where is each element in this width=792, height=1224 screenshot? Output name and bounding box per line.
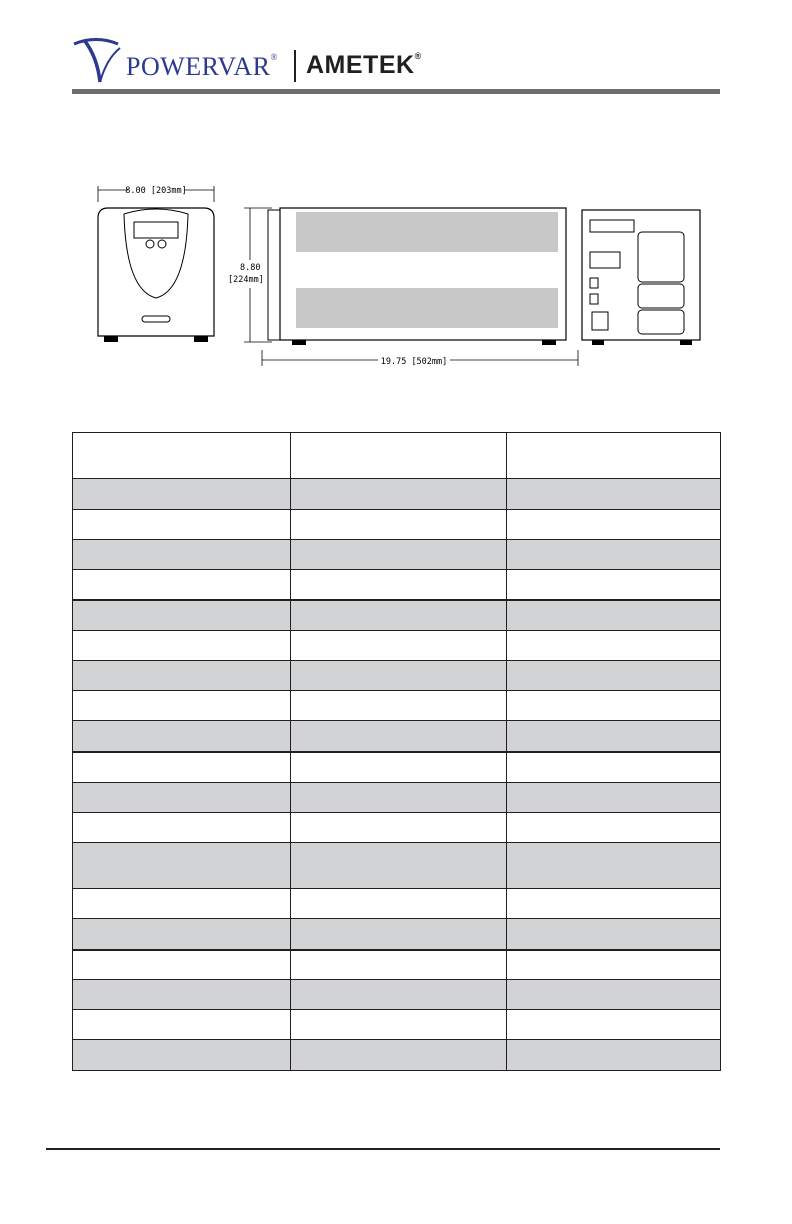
table-cell: [291, 570, 507, 600]
height-label-line2: [224mm]: [228, 275, 264, 285]
table-cell: [507, 540, 721, 570]
table-row: [73, 479, 721, 510]
table-cell: [291, 980, 507, 1010]
table-row: [73, 813, 721, 843]
table-cell: [291, 783, 507, 813]
table-cell: [507, 479, 721, 510]
table-cell: [73, 631, 291, 661]
table-cell: [73, 691, 291, 721]
side-view-drawing: [262, 208, 578, 367]
table-cell: [291, 479, 507, 510]
table-cell: [507, 600, 721, 631]
table-cell: [73, 889, 291, 919]
table-cell: [291, 691, 507, 721]
table-cell: [507, 631, 721, 661]
table-row: [73, 1010, 721, 1040]
table-cell: [507, 1010, 721, 1040]
table-cell: [291, 510, 507, 540]
table-cell: [507, 691, 721, 721]
rear-view-drawing: [582, 210, 700, 345]
table-row: [73, 889, 721, 919]
table-cell: [507, 813, 721, 843]
table-cell: [73, 980, 291, 1010]
table-cell: [291, 661, 507, 691]
table-cell: [507, 721, 721, 752]
table-cell: [73, 950, 291, 980]
table-cell: [507, 570, 721, 600]
table-cell: [507, 661, 721, 691]
table-cell: [73, 1010, 291, 1040]
table-cell: [507, 919, 721, 950]
table-row: [73, 540, 721, 570]
brand-powervar-text: POWERVAR®: [126, 52, 278, 81]
table-row: [73, 752, 721, 783]
table-cell: [291, 919, 507, 950]
height-label-line1: 8.80: [240, 263, 261, 273]
brand-ametek-text: AMETEK®: [306, 51, 422, 79]
table-cell: [507, 980, 721, 1010]
table-row: [73, 661, 721, 691]
table-cell: [73, 540, 291, 570]
table-cell: [291, 889, 507, 919]
table-cell: [291, 721, 507, 752]
table-row: [73, 600, 721, 631]
table-row: [73, 919, 721, 950]
table-cell: [507, 783, 721, 813]
table-cell: [291, 752, 507, 783]
front-width-label: 8.00 [203mm]: [125, 186, 187, 196]
table-cell: [507, 752, 721, 783]
table-cell: [73, 721, 291, 752]
powervar-swoosh-icon: [70, 34, 130, 86]
table-cell: [73, 783, 291, 813]
footer-rule: [46, 1148, 720, 1150]
table-cell: [291, 433, 507, 479]
table-cell: [73, 843, 291, 889]
brand-logo: [70, 34, 470, 86]
depth-label: 19.75 [502mm]: [380, 357, 448, 367]
table-cell: [507, 889, 721, 919]
table-cell: [507, 1040, 721, 1071]
table-cell: [73, 752, 291, 783]
table-cell: [73, 661, 291, 691]
table-row: [73, 631, 721, 661]
table-row: [73, 721, 721, 752]
table-row: [73, 783, 721, 813]
table-cell: [73, 433, 291, 479]
table-row: [73, 570, 721, 600]
table-cell: [291, 631, 507, 661]
table-cell: [291, 540, 507, 570]
table-header-row: [73, 433, 721, 479]
table-cell: [291, 600, 507, 631]
table-cell: [73, 510, 291, 540]
table-cell: [291, 813, 507, 843]
table-cell: [291, 843, 507, 889]
table-cell: [73, 919, 291, 950]
table-cell: [507, 433, 721, 479]
table-cell: [73, 570, 291, 600]
table-cell: [73, 600, 291, 631]
table-cell: [73, 813, 291, 843]
table-cell: [291, 950, 507, 980]
table-cell: [73, 1040, 291, 1071]
table-row: [73, 691, 721, 721]
table-row: [73, 510, 721, 540]
table-row: [73, 950, 721, 980]
table-cell: [507, 950, 721, 980]
table-cell: [507, 510, 721, 540]
table-row: [73, 1040, 721, 1071]
table-cell: [291, 1040, 507, 1071]
spec-table: [72, 432, 721, 1071]
header-rule: [72, 89, 720, 94]
table-cell: [73, 479, 291, 510]
table-cell: [507, 843, 721, 889]
front-view-drawing: [98, 184, 214, 342]
unit-dimension-drawings: [90, 180, 710, 370]
table-cell: [291, 1010, 507, 1040]
table-row: [73, 843, 721, 889]
height-dimension: [228, 208, 272, 342]
table-row: [73, 980, 721, 1010]
logo-divider: [294, 50, 296, 82]
